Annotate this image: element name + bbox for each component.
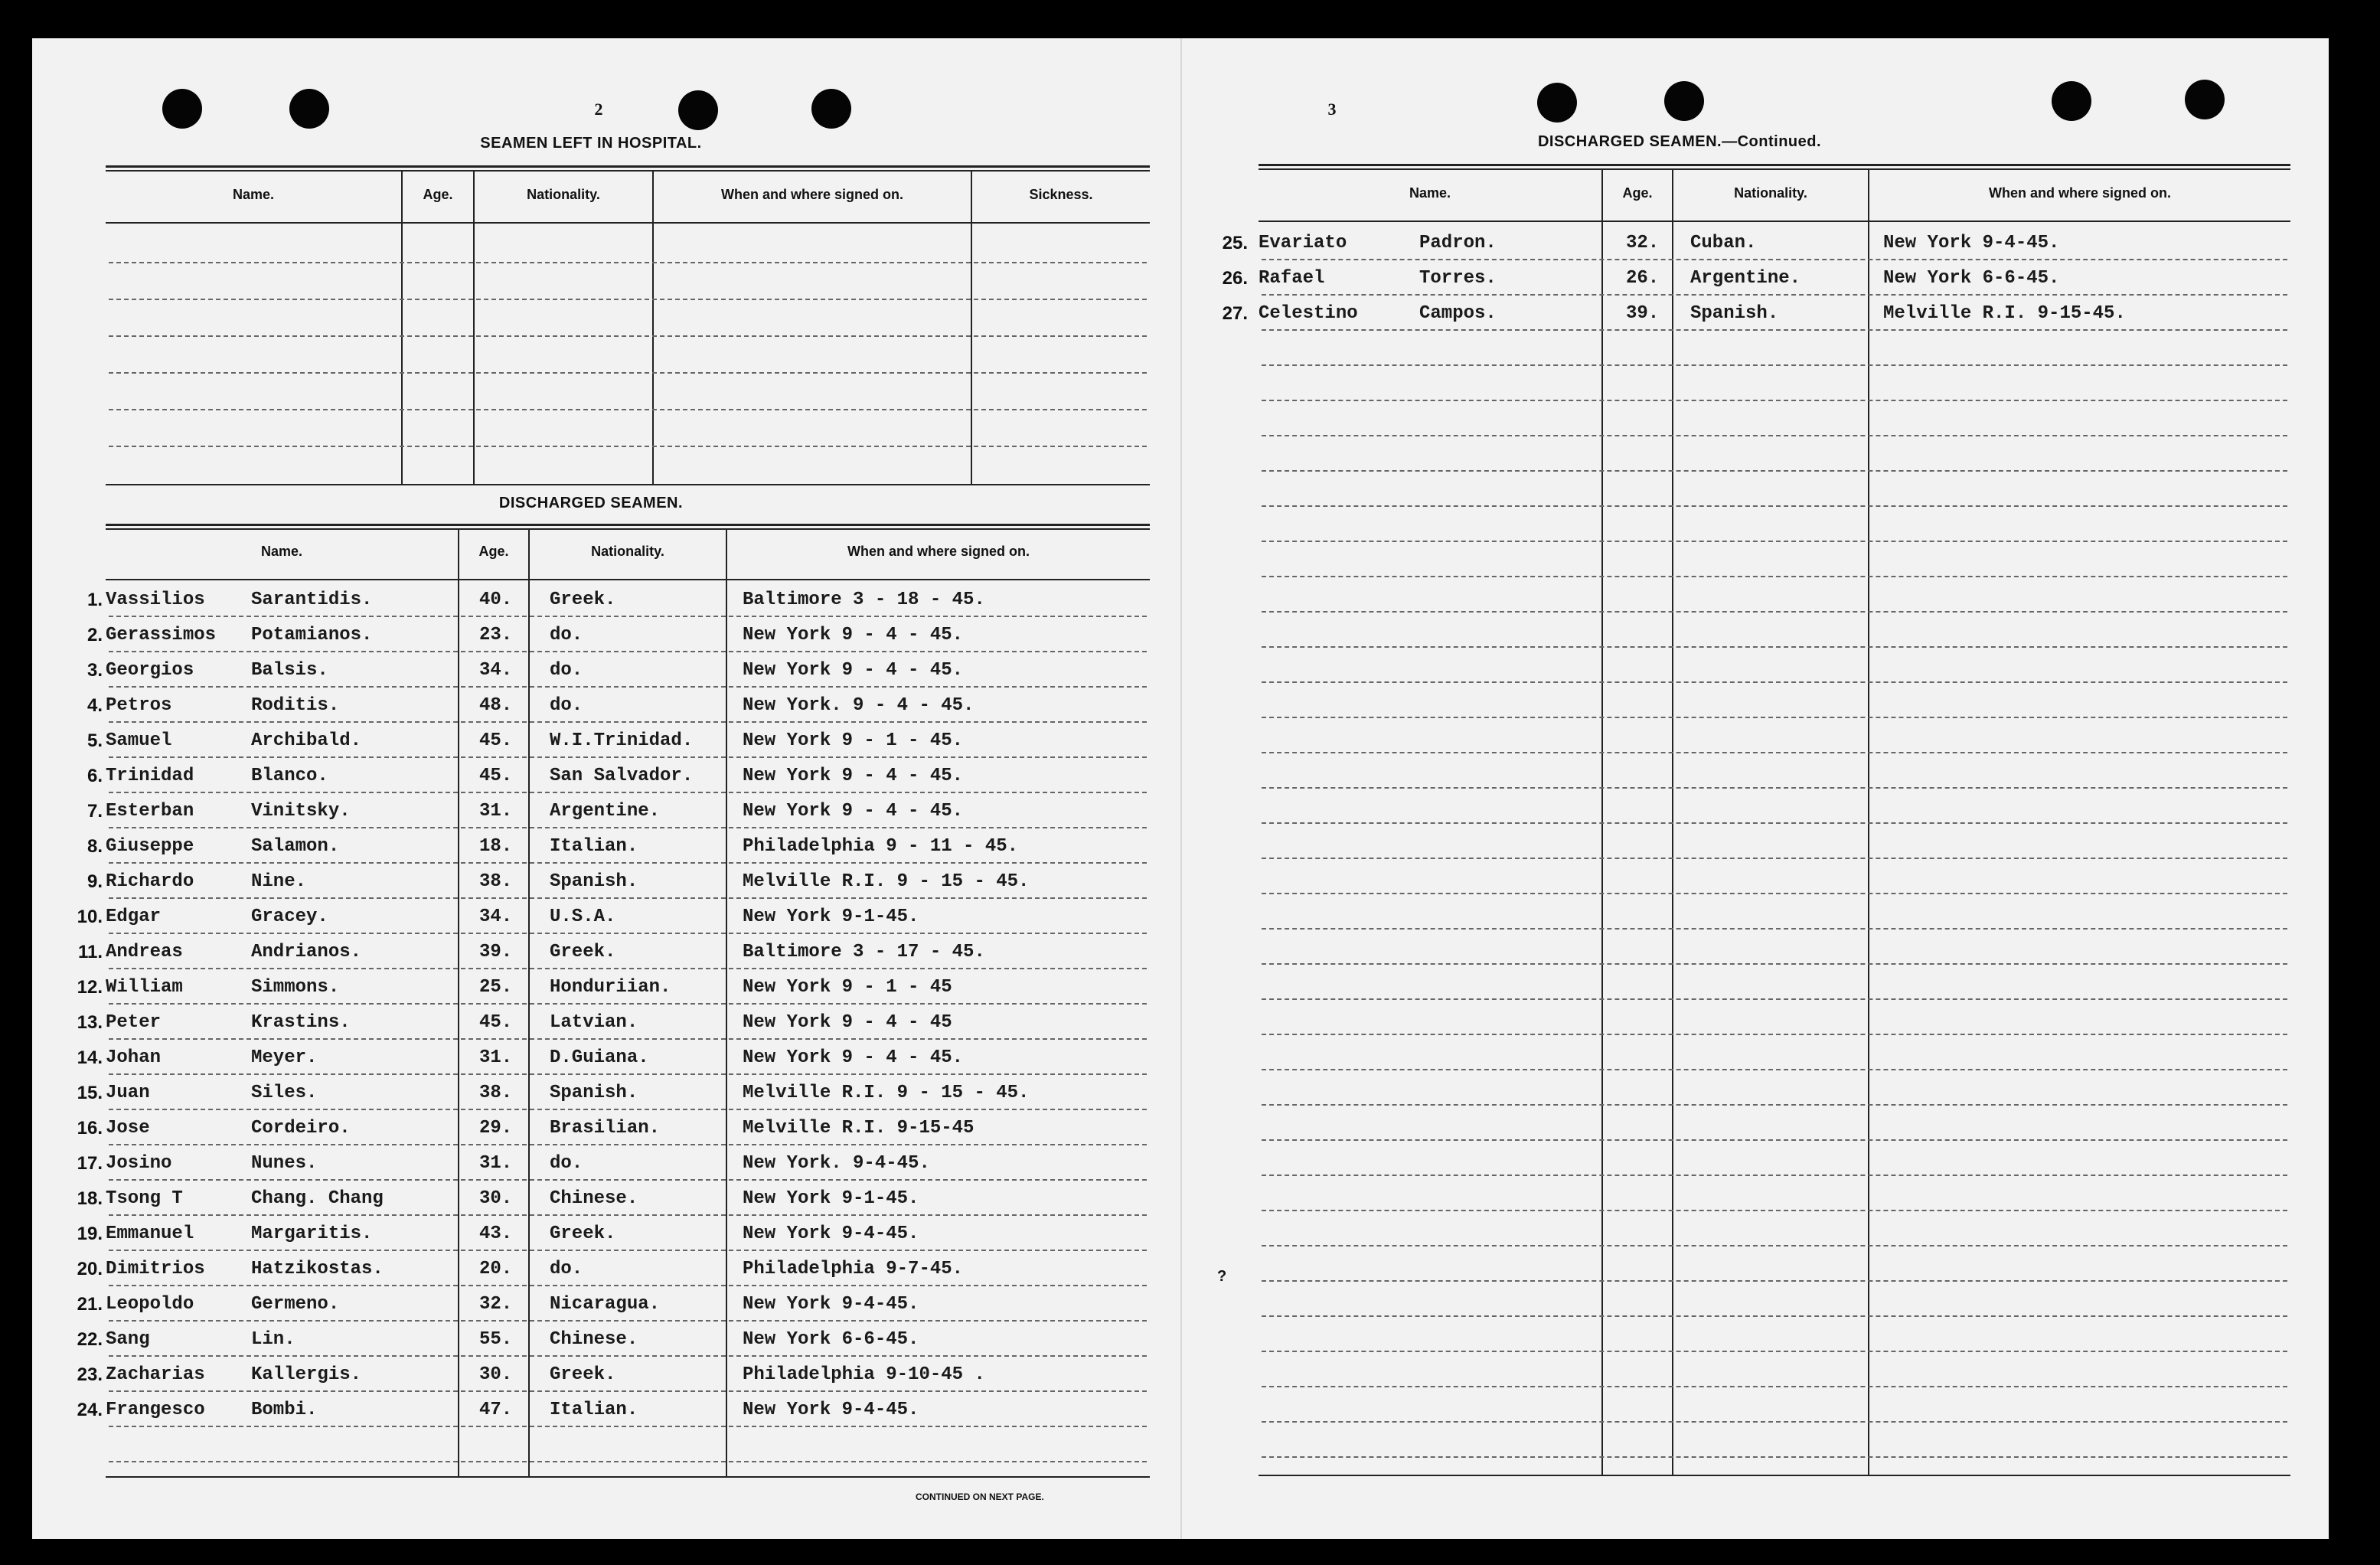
- ruled-line: [1262, 1069, 2287, 1070]
- last-name: Siles.: [251, 1083, 318, 1103]
- nationality: Honduriian.: [550, 977, 671, 998]
- signed-on: New York. 9 - 4 - 45.: [743, 695, 975, 716]
- ruled-line: [1262, 646, 2287, 648]
- first-name: Petros: [106, 695, 172, 716]
- age: 30.: [479, 1364, 513, 1385]
- nationality: Chinese.: [550, 1188, 638, 1209]
- ruled-line: [109, 1461, 1147, 1462]
- first-name: Andreas: [106, 942, 183, 962]
- first-name: Juan: [106, 1083, 150, 1103]
- age: 39.: [479, 942, 513, 962]
- ruled-line: [1262, 681, 2287, 683]
- signed-on: New York 9 - 1 - 45: [743, 977, 952, 998]
- ruled-line: [109, 299, 1147, 300]
- ruled-line: [1262, 1034, 2287, 1035]
- signed-on: New York 9 - 4 - 45.: [743, 625, 964, 645]
- page-number: 2: [594, 100, 603, 119]
- signed-on: New York 6-6-45.: [743, 1329, 919, 1350]
- ruled-line: [109, 1320, 1147, 1322]
- hospital-bottom-rule: [106, 484, 1150, 485]
- nationality: Spanish.: [550, 1083, 638, 1103]
- ruled-line: [109, 933, 1147, 934]
- discharged-top-rule: [106, 524, 1150, 526]
- row-number: 16.: [77, 1118, 103, 1139]
- first-name: Johan: [106, 1047, 162, 1068]
- row-number: 4.: [87, 695, 103, 716]
- row-number: 12.: [77, 977, 103, 998]
- margin-mark: ?: [1217, 1268, 1227, 1285]
- first-name: Samuel: [106, 730, 172, 751]
- ruled-line: [109, 616, 1147, 617]
- age: 39.: [1626, 303, 1660, 324]
- nationality: do.: [550, 660, 583, 681]
- last-name: Campos.: [1419, 303, 1497, 324]
- ruled-line: [1262, 435, 2287, 436]
- last-name: Simmons.: [251, 977, 340, 998]
- ruled-line: [1262, 505, 2287, 507]
- nationality: do.: [550, 695, 583, 716]
- ruled-line: [1262, 1210, 2287, 1211]
- ruled-line: [1262, 822, 2287, 824]
- ruled-line: [1262, 928, 2287, 930]
- hospital-col-divider: [971, 172, 972, 485]
- ruled-line: [1262, 1104, 2287, 1106]
- age: 26.: [1626, 268, 1660, 289]
- ruled-line: [109, 792, 1147, 793]
- nationality: Greek.: [550, 1364, 616, 1385]
- age: 25.: [479, 977, 513, 998]
- last-name: Kallergis.: [251, 1364, 362, 1385]
- hospital-top-rule: [106, 170, 1150, 172]
- nationality: Greek.: [550, 1224, 616, 1244]
- first-name: Emmanuel: [106, 1224, 194, 1244]
- hospital-col-divider: [473, 172, 475, 485]
- ruled-line: [1262, 963, 2287, 965]
- age: 47.: [479, 1400, 513, 1420]
- discharged-header-rule: [106, 579, 1150, 580]
- signed-on: New York 9-1-45.: [743, 907, 919, 927]
- row-number: 21.: [77, 1294, 103, 1315]
- ruled-line: [1262, 1175, 2287, 1176]
- right-page: [1182, 38, 2329, 1539]
- ruled-line: [1262, 1456, 2287, 1458]
- nationality: Cuban.: [1690, 233, 1757, 253]
- signed-on: Melville R.I. 9 - 15 - 45.: [743, 1083, 1030, 1103]
- ruled-line: [109, 1285, 1147, 1286]
- hospital-section-title: SEAMEN LEFT IN HOSPITAL.: [480, 135, 702, 152]
- row-number: 13.: [77, 1012, 103, 1033]
- right-bottom-rule: [1259, 1475, 2290, 1476]
- hospital-col-divider: [652, 172, 654, 485]
- row-number: 22.: [77, 1329, 103, 1350]
- ruled-line: [109, 1003, 1147, 1005]
- last-name: Gracey.: [251, 907, 328, 927]
- ruled-line: [109, 1250, 1147, 1251]
- last-name: Sarantidis.: [251, 590, 373, 610]
- nationality: Italian.: [550, 836, 638, 857]
- last-name: Vinitsky.: [251, 801, 351, 822]
- last-name: Lin.: [251, 1329, 295, 1350]
- age: 31.: [479, 1047, 513, 1068]
- ruled-line: [1262, 294, 2287, 296]
- ruled-line: [109, 686, 1147, 688]
- row-number: 15.: [77, 1083, 103, 1103]
- right-header-name: Name.: [1409, 185, 1451, 201]
- ruled-line: [109, 1073, 1147, 1075]
- row-number: 20.: [77, 1259, 103, 1279]
- hospital-header-sickness: Sickness.: [1029, 187, 1093, 202]
- age: 38.: [479, 1083, 513, 1103]
- hospital-header-age: Age.: [423, 187, 453, 202]
- ruled-line: [1262, 893, 2287, 894]
- ruled-line: [1262, 1351, 2287, 1352]
- nationality: Spanish.: [1690, 303, 1779, 324]
- nationality: Chinese.: [550, 1329, 638, 1350]
- nationality: do.: [550, 1153, 583, 1174]
- row-number: 1.: [87, 590, 103, 610]
- nationality: San Salvador.: [550, 766, 694, 786]
- nationality: Argentine.: [550, 801, 661, 822]
- nationality: U.S.A.: [550, 907, 616, 927]
- right-top-rule: [1259, 164, 2290, 166]
- crew-list-sheet: [32, 38, 2329, 1539]
- signed-on: New York 9 - 4 - 45: [743, 1012, 952, 1033]
- ruled-line: [1262, 1421, 2287, 1423]
- age: 38.: [479, 871, 513, 892]
- nationality: do.: [550, 625, 583, 645]
- age: 23.: [479, 625, 513, 645]
- nationality: Brasilian.: [550, 1118, 661, 1139]
- first-name: Richardo: [106, 871, 194, 892]
- ruled-line: [109, 1179, 1147, 1181]
- last-name: Potamianos.: [251, 625, 373, 645]
- first-name: Edgar: [106, 907, 162, 927]
- row-number: 9.: [87, 871, 103, 892]
- ruled-line: [109, 335, 1147, 337]
- ruled-line: [1262, 1280, 2287, 1282]
- last-name: Chang. Chang: [251, 1188, 384, 1209]
- nationality: Argentine.: [1690, 268, 1801, 289]
- last-name: Nine.: [251, 871, 307, 892]
- last-name: Margaritis.: [251, 1224, 373, 1244]
- nationality: Greek.: [550, 590, 616, 610]
- right-header-nationality: Nationality.: [1734, 185, 1807, 201]
- row-number: 2.: [87, 625, 103, 645]
- first-name: Georgios: [106, 660, 194, 681]
- signed-on: Melville R.I. 9-15-45: [743, 1118, 975, 1139]
- age: 31.: [479, 1153, 513, 1174]
- age: 34.: [479, 660, 513, 681]
- age: 48.: [479, 695, 513, 716]
- signed-on: New York 9-4-45.: [743, 1224, 919, 1244]
- first-name: Rafael: [1259, 268, 1325, 289]
- row-number: 23.: [77, 1364, 103, 1385]
- last-name: Cordeiro.: [251, 1118, 351, 1139]
- discharged-section-title: DISCHARGED SEAMEN.: [498, 495, 684, 511]
- signed-on: Melville R.I. 9 - 15 - 45.: [743, 871, 1030, 892]
- nationality: D.Guiana.: [550, 1047, 649, 1068]
- age: 18.: [479, 836, 513, 857]
- row-number: 11.: [77, 942, 103, 962]
- last-name: Padron.: [1419, 233, 1497, 253]
- age: 40.: [479, 590, 513, 610]
- first-name: Sang: [106, 1329, 150, 1350]
- ruled-line: [1262, 717, 2287, 718]
- signed-on: New York. 9-4-45.: [743, 1153, 930, 1174]
- row-number: 10.: [77, 907, 103, 927]
- nationality: do.: [550, 1259, 583, 1279]
- ruled-line: [1262, 576, 2287, 577]
- signed-on: New York 9-4-45.: [743, 1294, 919, 1315]
- right-top-rule: [1259, 168, 2290, 170]
- ruled-line: [109, 1355, 1147, 1357]
- signed-on: Philadelphia 9-7-45.: [743, 1259, 964, 1279]
- nationality: Italian.: [550, 1400, 638, 1420]
- ruled-line: [109, 721, 1147, 723]
- age: 32.: [479, 1294, 513, 1315]
- signed-on: New York 9 - 4 - 45.: [743, 660, 964, 681]
- row-number: 6.: [87, 766, 103, 786]
- first-name: William: [106, 977, 183, 998]
- last-name: Blanco.: [251, 766, 328, 786]
- signed-on: New York 9-4-45.: [743, 1400, 919, 1420]
- signed-on: New York 9 - 4 - 45.: [743, 1047, 964, 1068]
- ruled-line: [109, 827, 1147, 828]
- hospital-header-signed-on: When and where signed on.: [720, 187, 904, 202]
- first-name: Giuseppe: [106, 836, 194, 857]
- signed-on: Melville R.I. 9-15-45.: [1883, 303, 2126, 324]
- row-number: 26.: [1222, 268, 1248, 289]
- nationality: Greek.: [550, 942, 616, 962]
- ruled-line: [1262, 1139, 2287, 1141]
- signed-on: Baltimore 3 - 18 - 45.: [743, 590, 985, 610]
- ruled-line: [1262, 1315, 2287, 1317]
- first-name: Zacharias: [106, 1364, 205, 1385]
- signed-on: Baltimore 3 - 17 - 45.: [743, 942, 985, 962]
- last-name: Roditis.: [251, 695, 340, 716]
- age: 43.: [479, 1224, 513, 1244]
- first-name: Jose: [106, 1118, 150, 1139]
- last-name: Salamon.: [251, 836, 340, 857]
- row-number: 27.: [1222, 303, 1248, 324]
- first-name: Trinidad: [106, 766, 194, 786]
- ruled-line: [109, 1144, 1147, 1145]
- row-number: 8.: [87, 836, 103, 857]
- continued-note: CONTINUED ON NEXT PAGE.: [916, 1491, 1044, 1502]
- ruled-line: [109, 1109, 1147, 1110]
- signed-on: New York 9 - 1 - 45.: [743, 730, 964, 751]
- nationality: Spanish.: [550, 871, 638, 892]
- ruled-line: [1262, 1386, 2287, 1387]
- discharged-bottom-rule: [106, 1476, 1150, 1478]
- row-number: 24.: [77, 1400, 103, 1420]
- last-name: Archibald.: [251, 730, 362, 751]
- age: 45.: [479, 766, 513, 786]
- ruled-line: [109, 1214, 1147, 1216]
- last-name: Germeno.: [251, 1294, 340, 1315]
- row-number: 7.: [87, 801, 103, 822]
- signed-on: Philadelphia 9-10-45 .: [743, 1364, 985, 1385]
- ruled-line: [109, 446, 1147, 447]
- row-number: 18.: [77, 1188, 103, 1209]
- signed-on: Philadelphia 9 - 11 - 45.: [743, 836, 1019, 857]
- first-name: Frangesco: [106, 1400, 205, 1420]
- row-number: 19.: [77, 1224, 103, 1244]
- ruled-line: [109, 1390, 1147, 1392]
- nationality: Nicaragua.: [550, 1294, 661, 1315]
- hospital-col-divider: [401, 172, 403, 485]
- ruled-line: [1262, 858, 2287, 859]
- page-number: 3: [1327, 100, 1337, 119]
- first-name: Gerassimos: [106, 625, 217, 645]
- hospital-header-rule: [106, 222, 1150, 224]
- ruled-line: [1262, 787, 2287, 789]
- first-name: Evariato: [1259, 233, 1347, 253]
- signed-on: New York 9 - 4 - 45.: [743, 766, 964, 786]
- ruled-line: [1262, 998, 2287, 1000]
- last-name: Andrianos.: [251, 942, 362, 962]
- right-header-rule: [1259, 221, 2290, 222]
- signed-on: New York 9 - 4 - 45.: [743, 801, 964, 822]
- row-number: 3.: [87, 660, 103, 681]
- signed-on: New York 9-1-45.: [743, 1188, 919, 1209]
- left-page: [32, 38, 1180, 1539]
- last-name: Balsis.: [251, 660, 328, 681]
- hospital-top-rule: [106, 165, 1150, 168]
- row-number: 17.: [77, 1153, 103, 1174]
- last-name: Nunes.: [251, 1153, 318, 1174]
- first-name: Esterban: [106, 801, 194, 822]
- signed-on: New York 9-4-45.: [1883, 233, 2060, 253]
- first-name: Josino: [106, 1153, 172, 1174]
- age: 29.: [479, 1118, 513, 1139]
- age: 20.: [479, 1259, 513, 1279]
- ruled-line: [109, 756, 1147, 758]
- ruled-line: [109, 372, 1147, 374]
- last-name: Krastins.: [251, 1012, 351, 1033]
- last-name: Hatzikostas.: [251, 1259, 384, 1279]
- ruled-line: [1262, 259, 2287, 260]
- discharged-continued-title: DISCHARGED SEAMEN.—Continued.: [1537, 133, 1822, 150]
- ruled-line: [1262, 470, 2287, 472]
- age: 45.: [479, 1012, 513, 1033]
- ruled-line: [109, 1426, 1147, 1427]
- discharged-header-signed-on: When and where signed on.: [847, 544, 1030, 559]
- ruled-line: [109, 897, 1147, 899]
- discharged-header-name: Name.: [260, 544, 303, 559]
- last-name: Meyer.: [251, 1047, 318, 1068]
- discharged-top-rule: [106, 528, 1150, 530]
- row-number: 5.: [87, 730, 103, 751]
- age: 45.: [479, 730, 513, 751]
- row-number: 25.: [1222, 233, 1248, 253]
- nationality: Latvian.: [550, 1012, 638, 1033]
- signed-on: New York 6-6-45.: [1883, 268, 2060, 289]
- age: 55.: [479, 1329, 513, 1350]
- ruled-line: [109, 1038, 1147, 1040]
- age: 30.: [479, 1188, 513, 1209]
- first-name: Leopoldo: [106, 1294, 194, 1315]
- first-name: Dimitrios: [106, 1259, 205, 1279]
- right-header-age: Age.: [1622, 185, 1653, 201]
- ruled-line: [1262, 1245, 2287, 1246]
- right-header-signed-on: When and where signed on.: [1988, 185, 2172, 201]
- ruled-line: [1262, 541, 2287, 542]
- ruled-line: [1262, 329, 2287, 331]
- discharged-header-nationality: Natiоnality.: [591, 544, 664, 559]
- row-number: 14.: [77, 1047, 103, 1068]
- ruled-line: [109, 968, 1147, 969]
- last-name: Bombi.: [251, 1400, 318, 1420]
- first-name: Celestino: [1259, 303, 1358, 324]
- ruled-line: [109, 262, 1147, 263]
- ruled-line: [109, 862, 1147, 864]
- ruled-line: [109, 651, 1147, 652]
- age: 32.: [1626, 233, 1660, 253]
- ruled-line: [1262, 400, 2287, 401]
- age: 31.: [479, 801, 513, 822]
- ruled-line: [1262, 611, 2287, 613]
- discharged-header-age: Age.: [478, 544, 509, 559]
- first-name: Vassilios: [106, 590, 205, 610]
- hospital-header-name: Name.: [232, 187, 275, 202]
- age: 34.: [479, 907, 513, 927]
- first-name: Peter: [106, 1012, 162, 1033]
- ruled-line: [109, 409, 1147, 410]
- last-name: Torres.: [1419, 268, 1497, 289]
- ruled-line: [1262, 364, 2287, 366]
- nationality: W.I.Trinidad.: [550, 730, 694, 751]
- hospital-header-nationality: Nationality.: [527, 187, 600, 202]
- first-name: Tsong T: [106, 1188, 183, 1209]
- ruled-line: [1262, 752, 2287, 753]
